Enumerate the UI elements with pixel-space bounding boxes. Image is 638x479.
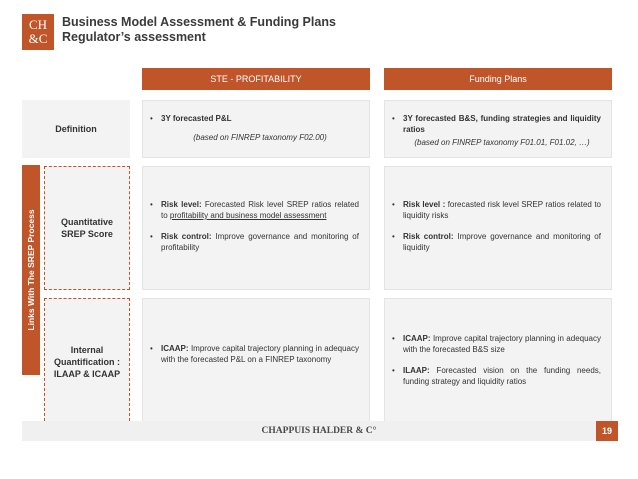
footer-brand: CHAPPUIS HALDER & C° bbox=[261, 426, 377, 436]
logo-line2: &C bbox=[28, 31, 48, 46]
quant-ste-bullet2: • Risk control: Improve governance and monitoring of profitability bbox=[161, 231, 359, 253]
slide-title bbox=[62, 15, 336, 45]
quant-funding-bullet1: • Risk level : forecasted risk level SREP ratios related to liquidity risks bbox=[403, 199, 601, 221]
quant-funding-bullet2: • Risk control: Improve governance and monitoring of liquidity bbox=[403, 231, 601, 253]
cell-quantitative-funding bbox=[384, 166, 612, 290]
company-logo bbox=[22, 14, 54, 50]
internal-funding-bullet2: • ILAAP: Forecasted vision on the funding needs, funding strategy and liquidity ratios bbox=[403, 365, 601, 387]
definition-ste-note: (based on FINREP taxonomy F02.00) bbox=[193, 133, 327, 142]
definition-funding-note: (based on FINREP taxonomy F01.01, F01.02, …) bbox=[414, 138, 590, 147]
title-main: Business Model Assessment & Funding Plans bbox=[62, 15, 336, 29]
logo-line1: CH bbox=[28, 17, 48, 32]
cell-definition-ste bbox=[142, 100, 370, 158]
column-header-funding: Funding Plans bbox=[384, 68, 612, 90]
row-label-quantitative: Quantitative SREP Score bbox=[44, 166, 130, 290]
quant-ste-bullet1: • Risk level: Forecasted Risk level SREP ratios related to profitability and business model assessment bbox=[161, 199, 359, 221]
cell-definition-funding bbox=[384, 100, 612, 158]
internal-ste-bullet1: • ICAAP: Improve capital trajectory planning in adequacy with the forecasted P&L on a FINREP taxonomy bbox=[161, 343, 359, 365]
cell-quantitative-ste bbox=[142, 166, 370, 290]
cell-internal-funding bbox=[384, 298, 612, 426]
row-label-internal: Internal Quantification : ILAAP & ICAAP bbox=[44, 298, 130, 426]
definition-ste-item: 3Y forecasted P&L bbox=[161, 114, 232, 123]
title-subtitle: Regulator’s assessment bbox=[62, 30, 206, 44]
definition-funding-item: 3Y forecasted B&S, funding strategies and liquidity ratios bbox=[403, 114, 601, 134]
column-header-ste: STE - PROFITABILITY bbox=[142, 68, 370, 90]
row-label-definition: Definition bbox=[22, 100, 130, 158]
page-number: 19 bbox=[596, 421, 618, 441]
srep-process-label: Links With The SREP Process bbox=[26, 209, 36, 331]
cell-internal-ste bbox=[142, 298, 370, 426]
internal-funding-bullet1: • ICAAP: Improve capital trajectory planning in adequacy with the forecasted B&S size bbox=[403, 333, 601, 355]
